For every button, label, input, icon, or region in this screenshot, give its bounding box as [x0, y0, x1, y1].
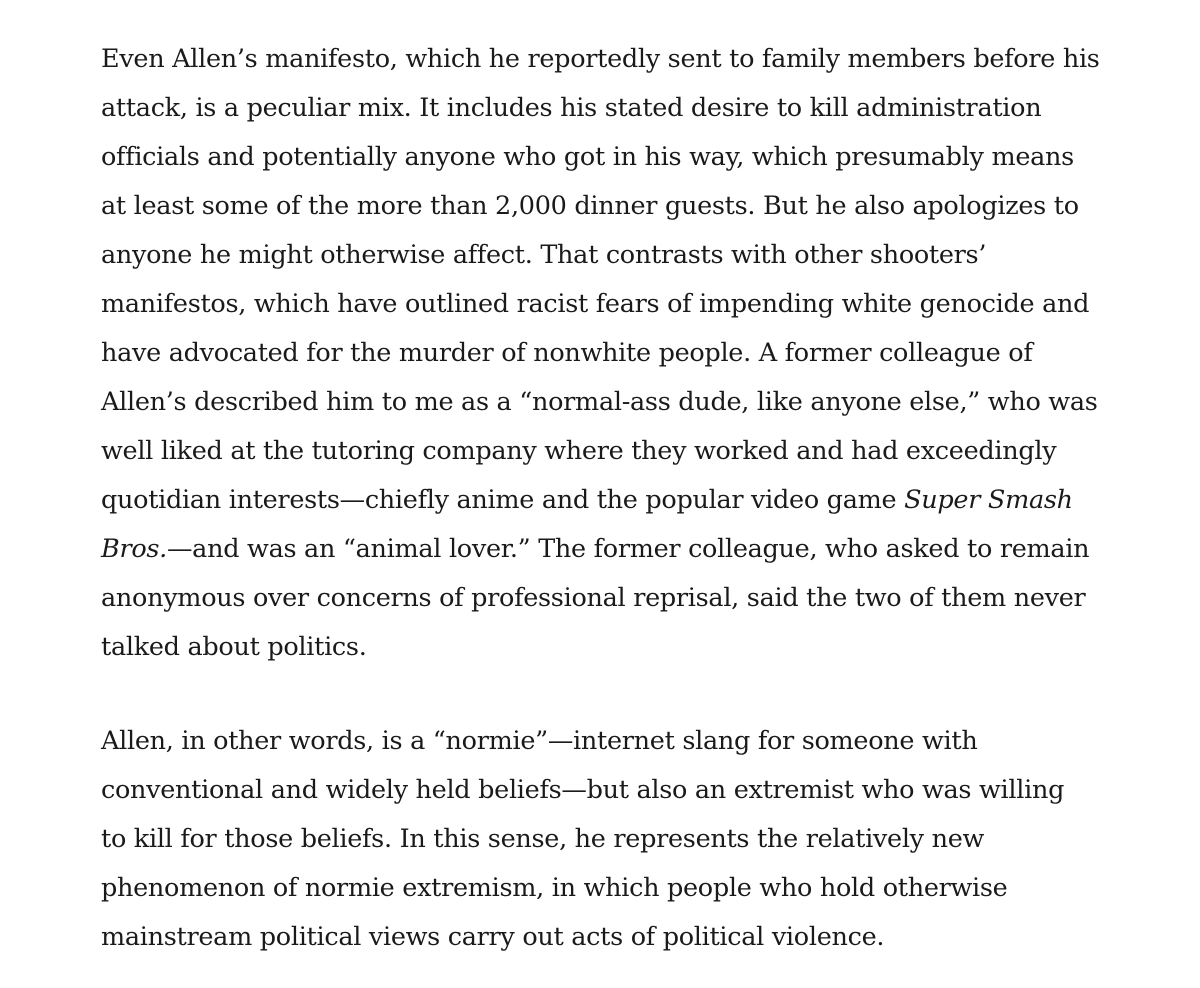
text-line [101, 280, 1101, 329]
text-span: talked about politics. [101, 632, 367, 662]
paragraph-1 [101, 35, 1101, 672]
text-line [101, 427, 1101, 476]
text-line: Allen, in other words, is a “normie”—internet slang for someone with [101, 726, 978, 756]
game-title-italic: Super Smash [904, 485, 1073, 515]
text-line [101, 231, 1101, 280]
text-line [101, 35, 1101, 84]
text-span: attack, is a peculiar mix. It includes his stated desire to kill administration [101, 93, 1042, 123]
game-title-italic: Bros. [101, 534, 167, 564]
text-span: quotidian interests—chiefly anime and the popular video game [101, 485, 905, 515]
text-line [101, 182, 1101, 231]
text-span: Even Allen’s manifesto, which he reportedly sent to family members before his [101, 44, 1100, 74]
text-line [101, 623, 1101, 672]
text-span: anonymous over concerns of professional reprisal, said the two of them never [101, 583, 1086, 613]
text-span: at least some of the more than 2,000 dinner guests. But he also apologizes to [101, 191, 1079, 221]
text-line [101, 329, 1101, 378]
text-span: anyone he might otherwise affect. That contrasts with other shooters’ [101, 240, 987, 270]
text-span: —and was an “animal lover.” The former colleague, who asked to remain [166, 534, 1090, 564]
text-span: Allen’s described him to me as a “normal-ass dude, like anyone else,” who was [101, 387, 1098, 417]
text-line [101, 378, 1101, 427]
paragraph-2 [101, 717, 1101, 962]
article-body [101, 35, 1101, 962]
text-line [101, 525, 1101, 574]
text-line: phenomenon of normie extremism, in which people who hold otherwise [101, 873, 1008, 903]
text-line [101, 84, 1101, 133]
text-line: mainstream political views carry out acts of political violence. [101, 922, 885, 952]
text-line [101, 476, 1101, 525]
text-line: to kill for those beliefs. In this sense, he represents the relatively new [101, 824, 985, 854]
text-span: well liked at the tutoring company where they worked and had exceedingly [101, 436, 1057, 466]
text-line: conventional and widely held beliefs—but also an extremist who was willing [101, 775, 1065, 805]
text-line [101, 133, 1101, 182]
text-span: manifestos, which have outlined racist fears of impending white genocide and [101, 289, 1090, 319]
text-span: officials and potentially anyone who got in his way, which presumably means [101, 142, 1074, 172]
text-span: have advocated for the murder of nonwhite people. A former colleague of [101, 338, 1033, 368]
text-line [101, 574, 1101, 623]
